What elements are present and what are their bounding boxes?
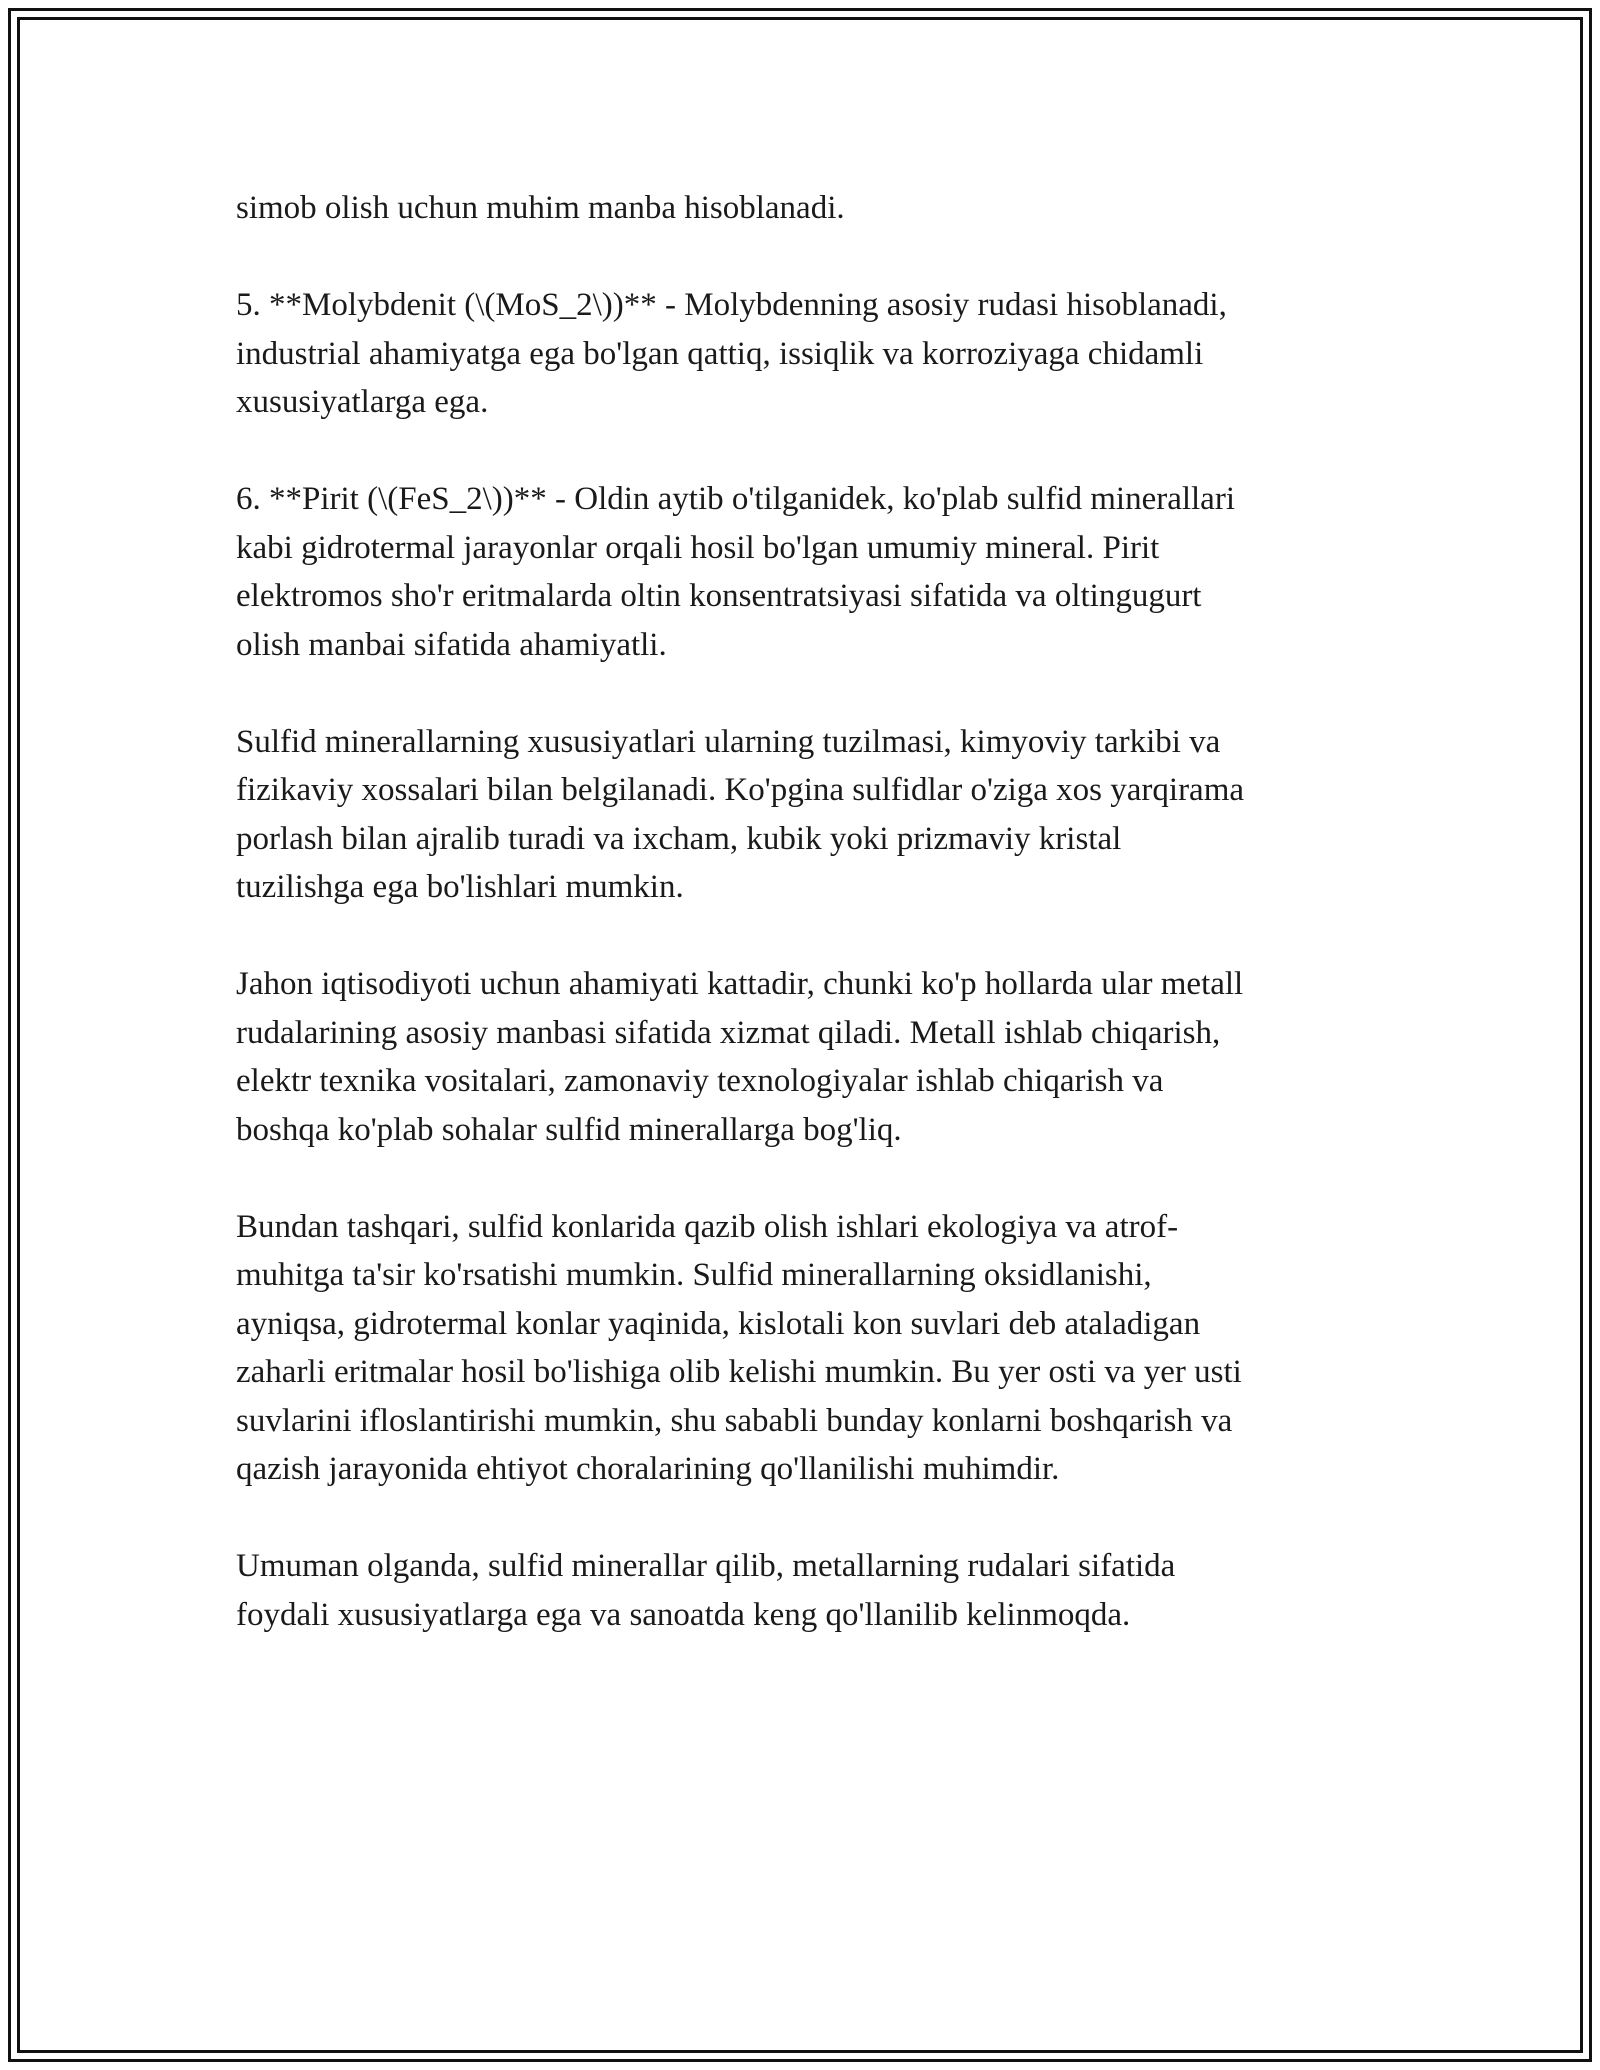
paragraph-pirit: 6. **Pirit (\(FeS_2\))** - Oldin aytib o'tilganidek, ko'plab sulfid minerallari kabi gidrotermal jarayonlar orqali hosil bo'lgan umumiy mineral. Pirit elektromos sho'r eritmalarda oltin konsentratsiyasi sifatida va oltingugurt olish manbai sifatida ahamiyatli. — [236, 481, 1235, 663]
paragraph-properties: Sulfid minerallarning xususiyatlari ularning tuzilmasi, kimyoviy tarkibi va fizikaviy xossalari bilan belgilanadi. Ko'pgina sulfidlar o'ziga xos yarqirama porlash bilan ajralib turadi va ixcham, kubik yoki prizmaviy kristal tuzilishga ega bo'lishlari mumkin. — [236, 723, 1245, 905]
paragraph-economy: Jahon iqtisodiyoti uchun ahamiyati kattadir, chunki ko'p hollarda ular metall rudalarining asosiy manbasi sifatida xizmat qiladi. Metall ishlab chiqarish, elektr texnika vositalari, zamonaviy texnologiyalar ishlab chiqarish va boshqa ko'plab sohalar sulfid minerallarga bog'liq. — [236, 966, 1244, 1148]
paragraph-ecology: Bundan tashqari, sulfid konlarida qazib olish ishlari ekologiya va atrof- muhitga ta'sir ko'rsatishi mumkin. Sulfid minerallarning oksidlanishi, ayniqsa, gidrotermal konlar yaqinida, kislotali kon suvlari deb ataladigan zaharli eritmalar hosil bo'lishiga olib kelishi mumkin. Bu yer osti va yer usti suvlarini ifloslantirishi mumkin, shu sababli bunday konlarni boshqarish va qazish jarayonida ehtiyot choralarining qo'llanilishi muhimdir. — [236, 1208, 1242, 1487]
paragraph-conclusion: Umuman olganda, sulfid minerallar qilib, metallarning rudalari sifatida foydali xususiyatlarga ega va sanoatda keng qo'llanilib kelinmoqda. — [236, 1548, 1176, 1633]
paragraph-molybdenit: 5. **Molybdenit (\(MoS_2\))** - Molybdenning asosiy rudasi hisoblanadi, industrial ahamiyatga ega bo'lgan qattiq, issiqlik va korroziyaga chidamli xususiyatlarga ega. — [236, 287, 1227, 420]
document-body — [236, 184, 1366, 1639]
paragraph-continuation: simob olish uchun muhim manba hisoblanadi. — [236, 190, 845, 226]
